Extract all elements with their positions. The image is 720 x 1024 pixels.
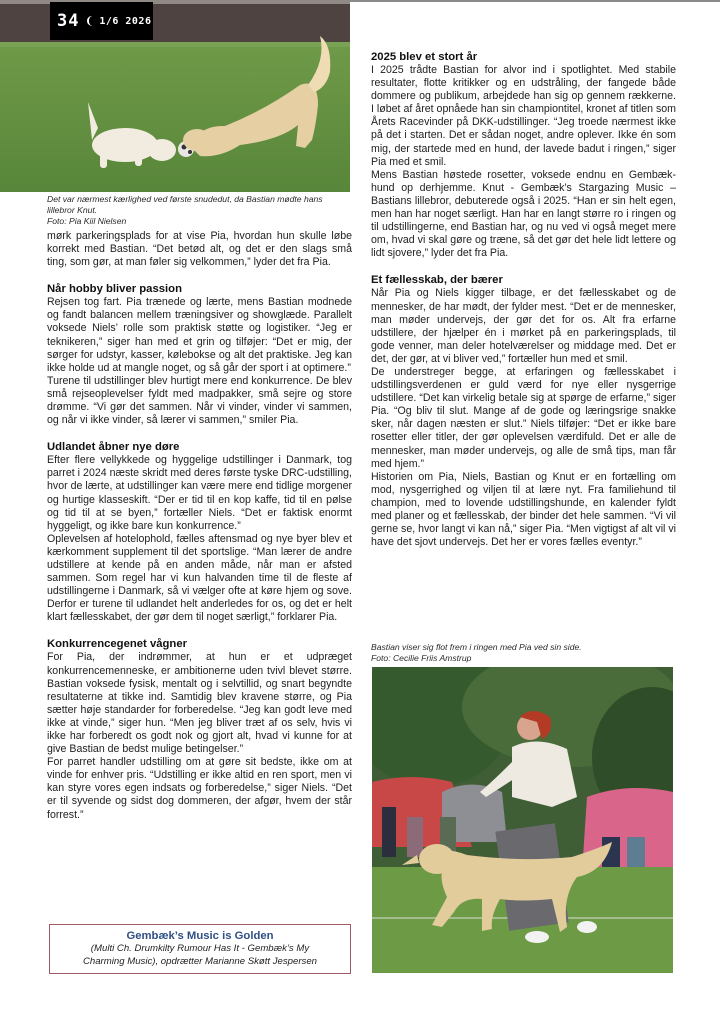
section-heading: 2025 blev et stort år <box>371 51 478 63</box>
right-column <box>371 50 676 549</box>
page-folio <box>50 2 153 40</box>
caption-credit: Foto: Cecilie Friis Amstrup <box>371 653 472 663</box>
pedigree-line-2: Charming Music), opdrætter Marianne Skøtt Jespersen <box>82 955 318 967</box>
section-heading: Udlandet åbner nye døre <box>47 441 180 454</box>
section-heading: Et fællesskab, der bærer <box>371 274 503 287</box>
bottom-photo-caption <box>371 642 676 664</box>
caption-text: Bastian viser sig flot frem i ringen med Pia ved sin side. <box>371 642 582 652</box>
paragraph: For Pia, der indrømmer, at hun er et udpræget konkurrencemenneske, er ambitionerne uden tvivl blevet større. Bastian voksede fysisk, mentalt og i selvtillid, og snart begyndte resultaterne at tikke ind. Samtidig blev kravene større, og Pia sætter høje standarder for forberedelse. “Jeg kan godt leve med ikke at vinde,” siger hun. “Men jeg bliver træt af os selv, hvis vi ikke har forberedt os godt nok og gjort alt, hvad vi kunne for at give Bastian de bedst mulige betingelser.” <box>47 651 352 756</box>
paragraph: Turene til udstillinger blev hurtigt mere end konkurrence. De blev små rejseoplevelser fyldt med madpakker, små sejre og store drømme. “Vi gør det sammen. Når vi vinder, vinder vi sammen, og når vi ikke vinder, så lærer vi sammen,” smiler Pia. <box>47 374 352 427</box>
paragraph: I 2025 trådte Bastian for alvor ind i spotlightet. Med stabile resultater, flotte kritikker og en udstråling, der fangede både dommere og publikum, arbejdede han sig op gennem rækkerne. I løbet af året opnåede han sin championtitel, kronet af titlen som Årets Racevinder på DKK-udstillinger. “Jeg troede nærmest ikke på det i starten. Det er sådan noget, andre oplever. Ikke én som mig, der startede med en hund, der lavede badut i ringen,” siger Pia med et smil. <box>371 64 676 168</box>
paragraph: Efter flere vellykkede og hyggelige udstillinger i Danmark, tog parret i 2024 næste skridt med deres første tyske DRC-udstilling, hvor de lærte, at udstillinger kan være mere end tidlige morgener og hurtige klasseskift. “Der er tid til en kop kaffe, tid til en pølse og tid til at se byen,” fortæller Niels. “Det er faktisk enormt hyggeligt, og ikke bare kun konkurrence.” <box>47 454 352 532</box>
paragraph: Oplevelsen af hotelophold, fælles aftensmad og nye byer blev et kærkomment supplement til det sportslige. “Man lærer de andre udstillere at kende på en anden måde, når man er afsted sammen. Som regel har vi kun halvanden time til de fleste af udstillingerne i Danmark, så vi vælger ofte at køre hjem og sove. Derfor er turene til udlandet helt anderledes for os, og det er helt klart fællesskabet, der gør dem til noget særligt,” forklarer Pia. <box>47 532 352 624</box>
caption-text: Det var nærmest kærlighed ved første snudedut, da Bastian mødte hans lillebror Knut. <box>47 194 323 215</box>
paragraph: Rejsen tog fart. Pia trænede og lærte, mens Bastian modnede og fandt balancen mellem træningsiver og showglæde. Parallelt voksede Niels’ rolle som praktisk støtte og logistiker. “Jeg er teknikeren,” siger han med et grin og tilføjer: “Det er mig, der sørger for udstyr, kasser, kølebokse og alt det praktiske. Jeg kan ikke holde ud at mangle noget, og så går der sport i at optimere.” <box>47 296 352 374</box>
crescent-icon: ❨ <box>85 13 94 29</box>
paragraph: De understreger begge, at erfaringen og fællesskabet i udstillingsverdenen er guld værd for nye eller nysgerrige udstillere. “Det kan virkelig betale sig at spørge de erfarne,” siger Pia. “Og bliv til slut. Mange af de gode og læringsrige snakke sker, når dagen næsten er slut.” Niels tilføjer: “Det er ikke bare rosetter eller titler, der gør oplevelsen værdifuld. Det er alle de mennesker, man møder undervejs, og alle de små tips, man får med hjem.” <box>371 365 676 470</box>
page-number: 34 <box>57 11 80 31</box>
section-heading: Konkurrencegenet vågner <box>47 638 187 651</box>
issue-date: 1/6 2026 <box>99 15 152 27</box>
left-column <box>47 194 352 822</box>
section-heading: Når hobby bliver passion <box>47 283 182 296</box>
top-photo-caption <box>47 194 352 227</box>
photo-show-ring <box>372 667 673 973</box>
dog-pedigree-box <box>49 924 351 974</box>
paragraph: Historien om Pia, Niels, Bastian og Knut er en fortælling om mod, nysgerrighed og viljen til at lære nyt. Fra familiehund til champion, med to lovende udstillingshunde, en kalender fyldt med planer og et fællesskab, der binder det hele sammen. “Vi vil gerne se, hvor langt vi kan nå,” siger Pia. “Men vigtigst af alt vil vi have det sjovt undervejs. Det her er vores fælles eventyr.” <box>371 470 676 549</box>
photo-show-ring-image <box>372 667 673 973</box>
paragraph: Mens Bastian høstede rosetter, voksede endnu en Gembæk-hund op derhjemme. Knut - Gembæk’s Stargazing Music – Bastians lillebror, debuterede også i 2025. “Han er sin helt egen, men han har noget særligt. Han har en langt større ro i ringen og til udstillingerne, end Bastian har, og nu ved vi også meget mere om, hvad vi skal gøre og træne, så det gør det hele lidt lettere og lidt sjovere,” lyder det fra Pia. <box>371 168 676 260</box>
paragraph: For parret handler udstilling om at gøre sit bedste, ikke om at vinde for enhver pris. “Udstilling er ikke altid en ren sport, men vi kan styre vores egen indsats og forberedelse,” siger Niels. “Det er til syvende og sidst dog dommeren, der afgør, hvem der står forrest.” <box>47 756 352 821</box>
intro-paragraph: mørk parkeringsplads for at vise Pia, hvordan hun skulle løbe korrekt med Bastian. “Det betød alt, og det er den slags små ting, som gør, at man føler sig velkommen,” lyder det fra Pia. <box>47 230 352 269</box>
pedigree-title: Gembæk’s Music is Golden <box>126 930 274 942</box>
paragraph: Når Pia og Niels kigger tilbage, er det fællesskabet og de mennesker, de har mødt, der fylder mest. “Det er de mennesker, man møder undervejs, der gør det for os. Alt fra erfarne udstillere, der hjælper én i mørket på en parkeringsplads, til gode venner, man deler hotelværelser og middage med. Det er det, der gør, at vi bliver ved,” fortæller hun med et smil. <box>371 287 676 365</box>
pedigree-line-1: (Multi Ch. Drumkilty Rumour Has It - Gembæk’s My <box>90 943 310 954</box>
caption-credit: Foto: Pia Kiil Nielsen <box>47 216 127 226</box>
